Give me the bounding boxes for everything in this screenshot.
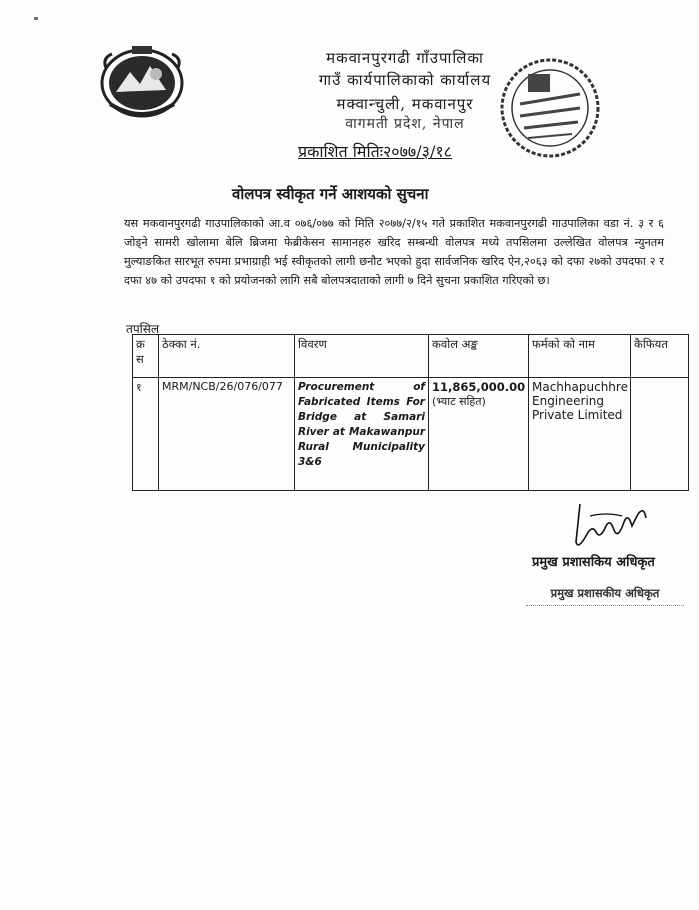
notice-title: वोलपत्र स्वीकृत गर्ने आशयको सुचना [232,185,429,203]
col-header-remarks: कैफियत [631,335,689,378]
col-header-contract: ठेक्का नं. [159,335,295,378]
col-header-amount: कवोल अङ्क [429,335,529,378]
amount-value: 11,865,000.00 [432,380,526,394]
header-province: वागमती प्रदेश, नेपाल [345,116,465,132]
published-date: प्रकाशित मितिः२०७७/३/१८ [298,142,452,161]
table-row [133,378,689,491]
cell-amount [429,378,529,491]
scan-speck [34,17,38,20]
col-header-firm: फर्मको को नाम [529,335,631,378]
col-header-description: विवरण [295,335,429,378]
header-municipality-name: मकवानपुरगढी गाँउपालिका [326,49,484,67]
header-office-name: गाउँ कार्यपालिकाको कार्यालय [318,71,492,89]
details-label: तपसिल [126,322,160,336]
header-location: मक्वान्चुली, मकवानपुर [336,95,474,113]
cell-description: Procurement of Fabricated Items For Bridge at Samari River at Makawanpur Rural Municipality 3&6 [295,378,429,491]
office-seal-stamp [498,56,602,160]
cell-firm-name: Machhapuchhre Engineering Private Limited [529,378,631,491]
cell-contract-no: MRM/NCB/26/076/077 [159,378,295,491]
notice-body: यस मकवानपुरगढी गाउपालिकाको आ.व ०७६/०७७ को मिति २०७७/२/१५ गते प्रकाशित मकवानपुरगढी गाउपालिका वडा नं. ३ र ६ जोड्ने सामरी खोलामा बेलि ब्रिजमा फेब्रीकेसन सामानहरु खरिद सम्बन्धी वोलपत्र मध्ये तपसिलमा उल्लेखित वोलपत्र न्युनतम मुल्याङकित सारभूत रुपमा प्रभाग्राही भई स्वीकृतको लागी छनौट भएको हुदा सार्वजनिक खरिद ऐन,२०६३ को दफा २७को उपदफा २ र दफा ४७ को उपदफा १ को प्रयोजनको लागि सबै बोलपत्रदाताको लागी ७ दिने सुचना प्रकाशित गरिएको छ। [124,217,664,287]
cell-remarks [631,378,689,491]
table-header-row [133,335,689,378]
municipality-emblem-icon [96,44,188,122]
col-header-sn: क्र स [133,335,159,378]
signatory-title: प्रमुख प्रशासकिय अधिकृत [532,555,655,570]
cell-sn: १ [133,378,159,491]
signatory-stamp: प्रमुख प्रशासकीय अधिकृत [526,580,684,606]
amount-vat-note: (भ्याट सहित) [432,395,486,408]
bid-details-table [132,334,689,491]
handwritten-signature [566,496,656,552]
